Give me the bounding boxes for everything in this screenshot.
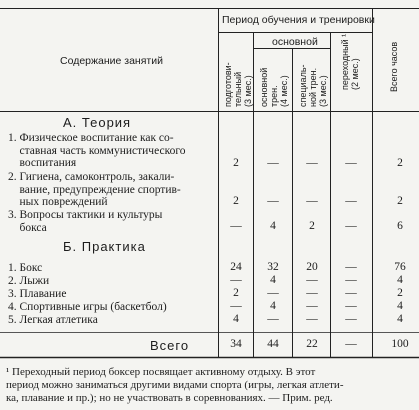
cell-special: — <box>306 195 318 207</box>
cell-basic: 4 <box>270 220 276 232</box>
header-main-period: основной <box>272 36 318 48</box>
cell-transition: — <box>345 287 357 299</box>
cell-total: 2 <box>397 287 403 299</box>
cell-special: — <box>306 300 318 312</box>
cell-transition: — <box>345 195 357 207</box>
cell-prep: 2 <box>233 195 239 207</box>
cell-total: 6 <box>397 220 403 232</box>
cell-total: 2 <box>397 195 403 207</box>
cell-transition: — <box>345 220 357 232</box>
cell-basic: — <box>267 287 279 299</box>
cell-prep: — <box>230 300 242 312</box>
cell-prep-total: 34 <box>230 338 242 350</box>
cell-prep: — <box>230 220 242 232</box>
cell-special: — <box>306 313 318 325</box>
cell-total: 4 <box>397 274 403 286</box>
cell-basic: 32 <box>267 261 279 273</box>
cell-transition: — <box>345 261 357 273</box>
row-label: 4. Спортивные игры (баскетбол) <box>8 301 167 313</box>
row-label: 2. Лыжи <box>8 275 50 287</box>
cell-prep: 24 <box>230 261 242 273</box>
cell-basic: 4 <box>270 274 276 286</box>
cell-basic: — <box>267 195 279 207</box>
cell-transition: — <box>345 157 357 169</box>
cell-special-total: 22 <box>306 338 318 350</box>
cell-total: 4 <box>397 300 403 312</box>
row-label: 2. Гигиена, самоконтроль, закали- вание, предупреждение спортив- ных повреждений <box>8 171 181 208</box>
cell-basic-total: 44 <box>267 338 279 350</box>
header-total-hours: Всего часов <box>389 41 399 92</box>
cell-total: 2 <box>397 157 403 169</box>
cell-special: — <box>306 287 318 299</box>
cell-transition-total: — <box>345 338 357 350</box>
cell-transition: — <box>345 300 357 312</box>
cell-total: 76 <box>394 261 406 273</box>
cell-prep: 2 <box>233 157 239 169</box>
cell-prep: — <box>230 274 242 286</box>
section-title-theory: А. Теория <box>63 115 132 130</box>
header-prep-period: подготови- тельный (3 мес.) <box>223 62 253 107</box>
cell-prep: 4 <box>233 313 239 325</box>
header-special-training: специаль- ной трен. (3 мес.) <box>298 64 328 107</box>
cell-transition: — <box>345 274 357 286</box>
cell-special: 20 <box>306 261 318 273</box>
row-label: 5. Легкая атлетика <box>8 314 98 326</box>
cell-prep: 2 <box>233 287 239 299</box>
header-basic-training: основной трен. (4 мес.) <box>259 67 289 107</box>
row-label: 3. Плавание <box>8 288 67 300</box>
section-title-practice: Б. Практика <box>63 239 146 254</box>
cell-transition: — <box>345 313 357 325</box>
totals-label: Всего <box>150 338 190 353</box>
cell-total: 4 <box>397 313 403 325</box>
row-label: 3. Вопросы тактики и культуры бокса <box>8 209 163 234</box>
header-period-title: Период обучения и тренировки <box>222 14 375 26</box>
row-label: 1. Физическое воспитание как со- ставная часть коммунистического воспитания <box>8 132 186 169</box>
footnote: ¹ Переходный период боксер посвящает активному отдыху. В этот период можно заниматься другими видами спорта (игры, легкая атлети- ка, плавание и пр.); но не участвовать в соревнованиях. — Прим. ред. <box>6 366 344 404</box>
cell-grand-total: 100 <box>391 338 409 350</box>
cell-basic: — <box>267 157 279 169</box>
header-transition-period: переходный ¹ (2 мес.) <box>340 33 360 90</box>
cell-basic: — <box>267 313 279 325</box>
cell-special: 2 <box>309 220 315 232</box>
cell-special: — <box>306 274 318 286</box>
header-content-column: Содержание занятий <box>60 55 163 67</box>
row-label: 1. Бокс <box>8 262 43 274</box>
cell-special: — <box>306 157 318 169</box>
cell-basic: 4 <box>270 300 276 312</box>
